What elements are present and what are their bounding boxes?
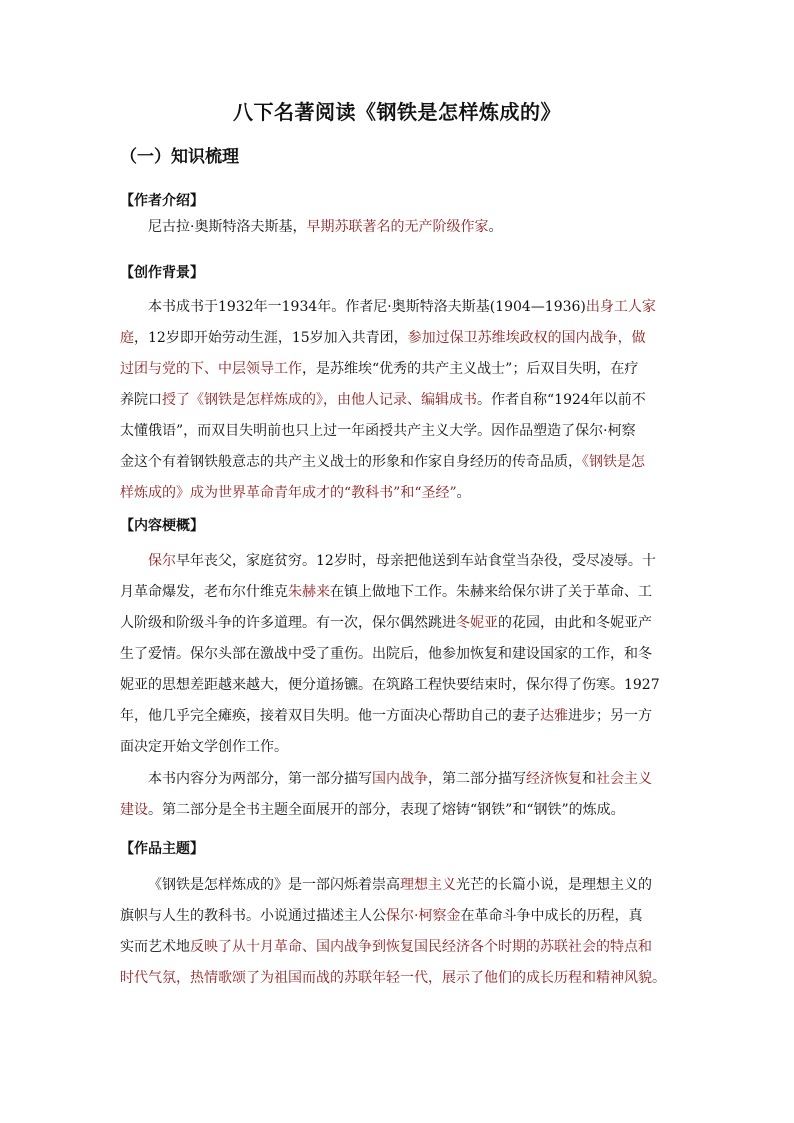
text-line	[120, 670, 676, 701]
text-line	[120, 292, 676, 323]
text-line	[120, 764, 676, 795]
text-line	[120, 795, 676, 826]
text-segment: 在革命斗争中成长的历程，真	[460, 908, 643, 924]
text-line	[120, 577, 676, 608]
text-segment: 在镇上做地下工作。朱赫来给保尔讲了关于革命、工	[330, 584, 652, 600]
text-segment: 生了爱情。保尔头部在激战中受了重伤。出院后，他参加恢复和建设国家的工作，和冬	[120, 646, 652, 662]
text-line	[120, 354, 676, 385]
text-line	[120, 639, 676, 670]
highlighted-text: 朱赫来	[288, 584, 330, 600]
text-segment: 面决定开始文学创作工作。	[120, 739, 288, 755]
highlighted-text: 保尔	[148, 553, 176, 569]
text-line	[120, 546, 676, 577]
highlighted-text: 理想主义	[400, 877, 456, 893]
text-line	[120, 932, 676, 963]
text-line	[120, 732, 676, 763]
text-segment: 的花园，由此和冬妮亚产	[498, 615, 652, 631]
text-segment: 和	[582, 771, 596, 787]
highlighted-text: 参加过保卫苏维埃政权的国内战争，做	[407, 330, 646, 346]
text-line	[120, 478, 676, 509]
text-line	[120, 385, 676, 416]
text-line	[120, 963, 676, 994]
text-line	[120, 901, 676, 932]
theme-paragraph	[120, 870, 676, 994]
highlighted-text: 出身工人家	[585, 299, 656, 315]
section-heading: （一）知识梳理	[120, 147, 239, 167]
highlighted-text: 《钢铁是怎	[582, 454, 645, 470]
summary-paragraph-1	[120, 546, 676, 763]
highlighted-text: 经济恢复	[526, 771, 582, 787]
text-segment: 进步；另一方	[568, 708, 652, 724]
highlighted-text: 反映了从十月革命、国内战争到恢复国民经济各个时期的苏联社会的特点和	[190, 939, 652, 955]
text-segment: 本书成书于1932年一1934年。作者尼·奥斯特洛夫斯基(1904—1936)	[148, 299, 586, 315]
text-segment: 本书内容分为两部分，第一部分描写	[148, 771, 372, 787]
text-line	[120, 870, 676, 901]
text-line	[120, 323, 676, 354]
text-segment: ，第二部分描写	[428, 771, 526, 787]
highlighted-text: 样炼成的》成为世界革命青年成才的“教科书”和“圣经”	[120, 485, 457, 501]
text-line	[120, 212, 676, 243]
text-line	[120, 447, 676, 478]
text-segment: 养院口	[120, 392, 162, 408]
highlighted-text: 庭	[120, 330, 134, 346]
background-heading: 【创作背景】	[120, 265, 204, 281]
text-segment: 太懂俄语”，而双目失明前也只上过一年函授共产主义大学。因作品塑造了保尔·柯察	[120, 423, 636, 439]
highlighted-text: 保尔·柯察金	[386, 908, 461, 924]
highlighted-text: 达雅	[540, 708, 568, 724]
text-segment: 。第二部分是全书主题全面展开的部分，表现了熔铸“钢铁”和“钢铁”的炼成。	[148, 802, 625, 818]
text-segment: ，12岁即开始劳动生涯，15岁加入共青团，	[134, 330, 408, 346]
text-segment: 。	[456, 485, 471, 501]
text-segment: 金这个有着钢铁般意志的共产主义战士的形象和作家自身经历的传奇品质，	[120, 454, 582, 470]
text-segment: 光芒的长篇小说，是理想主义的	[456, 877, 652, 893]
text-segment: 实而艺术地	[120, 939, 190, 955]
highlighted-text: 社会主义	[596, 771, 652, 787]
text-segment: 妮亚的思想差距越来越大，便分道扬镳。在筑路工程快要结束时，保尔得了伤寒。1927	[120, 677, 660, 693]
text-segment: 早年丧父，家庭贫穷。12岁时，母亲把他送到车站食堂当杂役，受尽凌辱。十	[176, 553, 656, 569]
highlighted-text: 国内战争	[372, 771, 428, 787]
text-line	[120, 701, 676, 732]
text-segment: 旗帜与人生的教科书。小说通过描述主人公	[120, 908, 386, 924]
text-segment: 月革命爆发，老布尔什维克	[120, 584, 288, 600]
author-paragraph	[120, 212, 676, 243]
text-line	[120, 416, 676, 447]
summary-heading: 【内容梗概】	[120, 518, 204, 534]
highlighted-text: 早期苏联著名的无产阶级作家	[306, 219, 489, 235]
text-segment: ，是苏维埃“优秀的共产主义战士”；后双目失明，在疗	[302, 361, 639, 377]
summary-paragraph-2	[120, 764, 676, 826]
highlighted-text: 时代气氛，热情歌颂了为祖国而战的苏联年轻一代，展示了他们的成长历程和精神风貌。	[120, 970, 666, 986]
text-line	[120, 608, 676, 639]
background-paragraph	[120, 292, 676, 509]
text-segment: 尼古拉·奥斯特洛夫斯基，	[148, 219, 307, 235]
highlighted-text: 冬妮亚	[456, 615, 498, 631]
text-segment: 。作者自称“1924年以前不	[477, 392, 646, 408]
highlighted-text: 建设	[120, 802, 148, 818]
text-segment: 人阶级和阶级斗争的许多道理。有一次，保尔偶然跳进	[120, 615, 456, 631]
author-heading: 【作者介绍】	[120, 193, 204, 209]
page-title: 八下名著阅读《钢铁是怎样炼成的》	[233, 100, 561, 124]
highlighted-text: 过团与党的下、中层领导工作	[120, 361, 302, 377]
text-segment: 年，他几乎完全瘫痪，接着双目失明。他一方面决心帮助自己的妻子	[120, 708, 540, 724]
text-segment: 。	[488, 219, 503, 235]
text-segment: 《钢铁是怎样炼成的》是一部闪烁着崇高	[148, 877, 400, 893]
theme-heading: 【作品主题】	[120, 841, 204, 857]
highlighted-text: 授了《钢铁是怎样炼成的》，由他人记录、编辑成书	[162, 392, 477, 408]
